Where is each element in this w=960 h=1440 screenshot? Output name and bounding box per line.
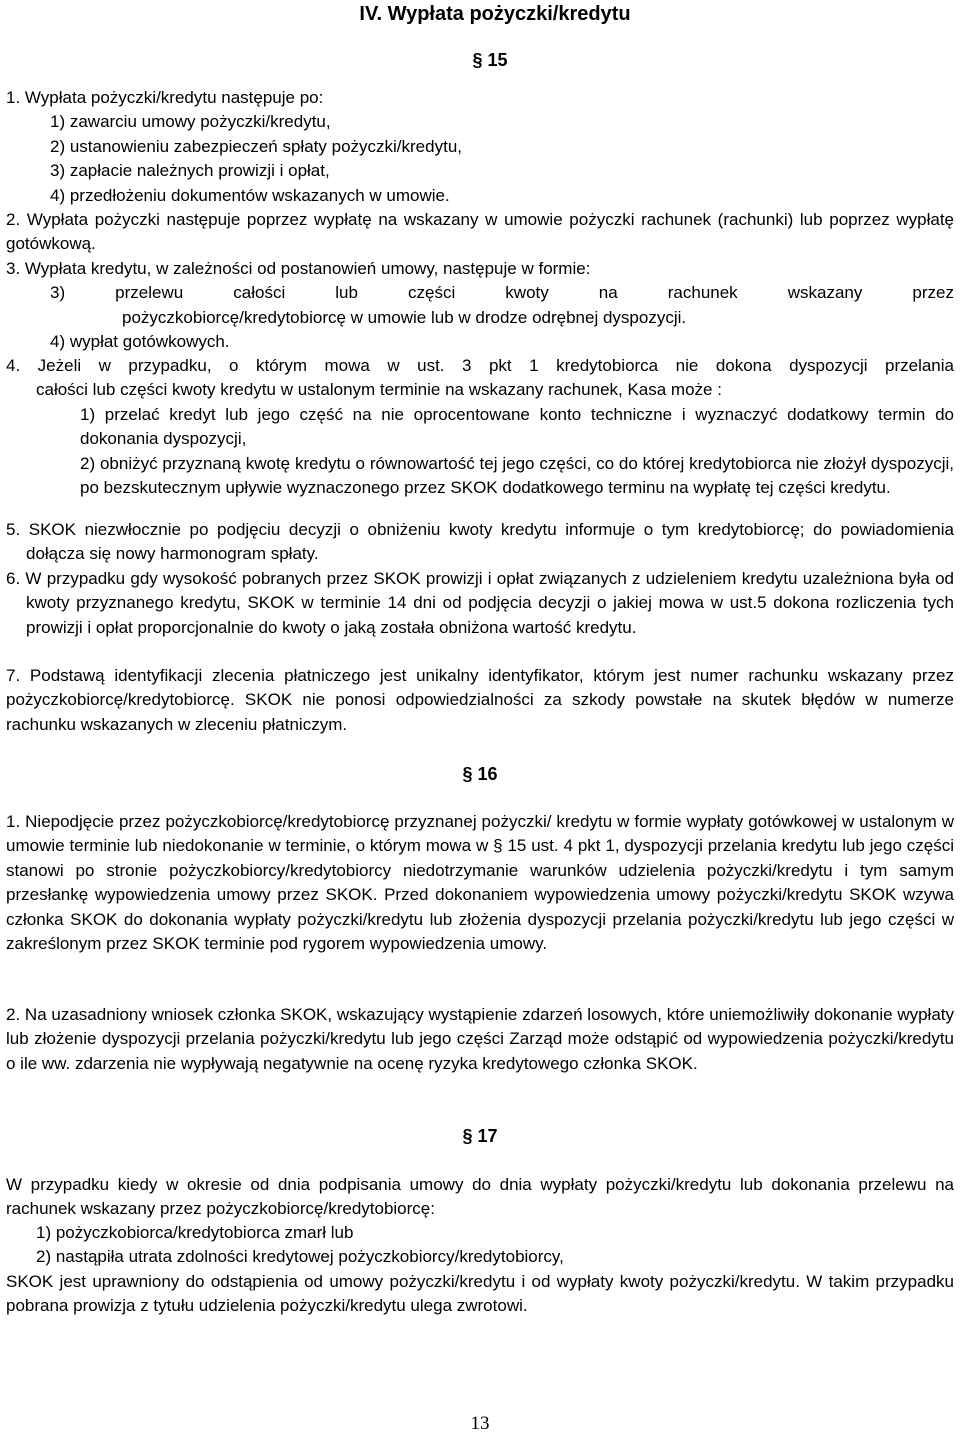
- paragraph-16-1: 1. Niepodjęcie przez pożyczkobiorcę/kredytobiorcę przyznanej pożyczki/ kredytu w formie wypłaty gotówkowej w ustalonym w umowie terminie lub niedokonanie w terminie, o którym mowa w § 15 ust. 4 pkt 1, dyspozycji przelania kredytu lub jego części stanowi po stronie pożyczkobiorcy/kredytobiorcy niedotrzymanie warunków udzielenia pożyczki/kredytu i tym samym przesłankę wypowiedzenia umowy przez SKOK. Przed dokonaniem wypowiedzenia umowy pożyczki/kredytu SKOK wzywa członka SKOK do dokonania wypłaty pożyczki/kredytu lub złożenia dyspozycji przelania pożyczki/kredytu lub jego części w zakreślonym przez SKOK terminie pod rygorem wypowiedzenia umowy.: [6, 812, 954, 954]
- paragraph-15-2: 2. Wypłata pożyczki następuje poprzez wypłatę na wskazany w umowie pożyczki rachunek (rachunki) lub poprzez wypłatę gotówkową.: [6, 210, 954, 254]
- list-item: 3) zapłacie należnych prowizji i opłat,: [50, 161, 330, 181]
- page-number: 13: [470, 1413, 490, 1434]
- section-marker-16: § 16: [462, 764, 498, 784]
- list-item: 2) ustanowieniu zabezpieczeń spłaty pożyczki/kredytu,: [50, 136, 462, 156]
- paragraph-15-4-intro-continuation: całości lub części kwoty kredytu w ustalonym terminie na wskazany rachunek, Kasa może :: [36, 380, 722, 400]
- paragraph-15-3: [6, 257, 954, 355]
- list-item: 4) wypłat gotówkowych.: [50, 332, 230, 352]
- paragraph-17-list: [6, 1221, 954, 1270]
- list-item: 2) nastąpiła utrata zdolności kredytowej pożyczkobiorcy/kredytobiorcy,: [36, 1247, 564, 1267]
- list-item: 3) przelewu całości lub części kwoty na rachunek wskazany przez: [50, 283, 954, 303]
- paragraph-15-1-intro: 1. Wypłata pożyczki/kredytu następuje po:: [6, 88, 324, 107]
- paragraph-17-outro: SKOK jest uprawniony do odstąpienia od umowy pożyczki/kredytu i od wypłaty kwoty pożyczki/kredytu. W takim przypadku pobrana prowizja z tytułu udzielenia pożyczki/kredytu ulega zwrotowi.: [6, 1272, 954, 1316]
- list-item: 2) obniżyć przyznaną kwotę kredytu o równowartość tej jego części, co do której kredytobiorca nie złożył dyspozycji, po bezskutecznym upływie wyznaczonego przez SKOK dodatkowego terminu na wypłatę tej części kredytu.: [80, 453, 954, 498]
- paragraph-15-4-intro: 4. Jeżeli w przypadku, o którym mowa w ust. 3 pkt 1 kredytobiorca nie dokona dyspozycji przelania: [6, 356, 954, 375]
- list-item: 1) przelać kredyt lub jego część na nie oprocentowane konto techniczne i wyznaczyć dodatkowy termin do dokonania dyspozycji,: [80, 404, 954, 449]
- list-item: 1) pożyczkobiorca/kredytobiorca zmarł lub: [36, 1223, 354, 1242]
- list-item-continuation: pożyczkobiorcę/kredytobiorcę w umowie lub w drodze odrębnej dyspozycji.: [122, 307, 687, 327]
- paragraph-16-2: 2. Na uzasadniony wniosek członka SKOK, wskazujący wystąpienie zdarzeń losowych, które uniemożliwiły dokonanie wypłaty lub złożenie dyspozycji przelania pożyczki/kredytu lub jego części Zarząd może odstąpić od wypowiedzenia pożyczki/kredytu o ile ww. zdarzenia nie wypływają negatywnie na ocenę ryzyka kredytowego członka SKOK.: [6, 1005, 954, 1073]
- list-item: 1) zawarciu umowy pożyczki/kredytu,: [50, 112, 331, 132]
- paragraph-15-4: [6, 354, 954, 500]
- paragraph-15-7: 7. Podstawą identyfikacji zlecenia płatniczego jest unikalny identyfikator, którym jest numer rachunku wskazany przez pożyczkobiorcę/kredytobiorcę. SKOK nie ponosi odpowiedzialności za szkody powstałe na skutek błędów w numerze rachunku wskazanych w zleceniu płatniczym.: [6, 666, 954, 734]
- paragraph-15-3-intro: 3. Wypłata kredytu, w zależności od postanowień umowy, następuje w formie:: [6, 259, 591, 278]
- paragraph-17-intro: W przypadku kiedy w okresie od dnia podpisania umowy do dnia wypłaty pożyczki/kredytu lub dokonania przelewu na rachunek wskazany przez pożyczkobiorcę/kredytobiorcę:: [6, 1175, 954, 1219]
- paragraph-15-1: [6, 86, 954, 208]
- chapter-title: IV. Wypłata pożyczki/kredytu: [359, 3, 631, 25]
- section-marker-17: § 17: [462, 1126, 498, 1146]
- paragraph-15-6: 6. W przypadku gdy wysokość pobranych przez SKOK prowizji i opłat związanych z udzieleniem kredytu uzależniona była od kwoty przyznanego kredytu, SKOK w terminie 14 dni od podjęcia decyzji o jakiej mowa w ust.5 dokona rozliczenia tych prowizji i opłat proporcjonalnie do kwoty o jaką została obniżona wartość kredytu.: [6, 569, 954, 637]
- paragraph-15-5: 5. SKOK niezwłocznie po podjęciu decyzji o obniżeniu kwoty kredytu informuje o tym kredytobiorcę; do powiadomienia dołącza się nowy harmonogram spłaty.: [6, 520, 954, 564]
- list-item: 4) przedłożeniu dokumentów wskazanych w umowie.: [50, 185, 450, 205]
- section-marker-15: § 15: [472, 50, 508, 70]
